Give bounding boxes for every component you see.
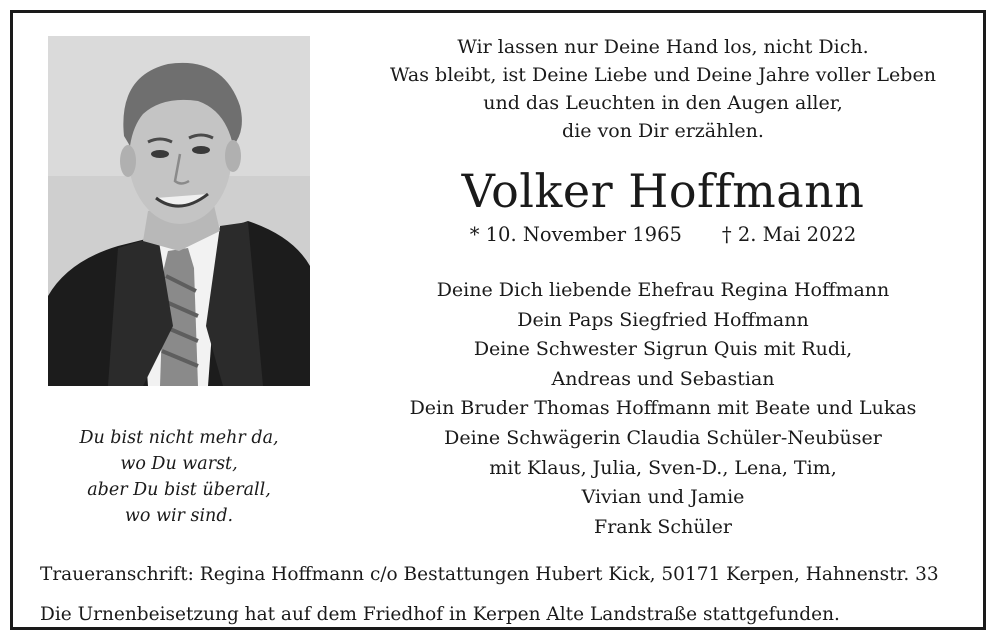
family-line: mit Klaus, Julia, Sven-D., Lena, Tim, — [489, 456, 837, 479]
life-dates — [333, 221, 993, 249]
birth-date: * 10. November 1965 — [469, 223, 682, 246]
family-line: Frank Schüler — [594, 515, 732, 538]
left-poem-line: wo wir sind. — [124, 506, 234, 526]
family-line: Dein Paps Siegfried Hoffmann — [517, 308, 809, 331]
mourning-address: Traueranschrift: Regina Hoffmann c/o Bestattungen Hubert Kick, 50171 Kerpen, Hahnenstr. 33 — [40, 564, 939, 585]
verse-line: Wir lassen nur Deine Hand los, nicht Dich. — [457, 36, 869, 58]
verse-line: Was bleibt, ist Deine Liebe und Deine Jahre voller Leben — [390, 64, 936, 86]
left-poem — [38, 425, 320, 529]
verse-line: und das Leuchten in den Augen aller, — [483, 92, 843, 114]
family-list — [333, 276, 993, 542]
family-line: Dein Bruder Thomas Hoffmann mit Beate und Lukas — [409, 397, 917, 420]
left-poem-line: Du bist nicht mehr da, — [79, 428, 279, 448]
verse-line: die von Dir erzählen. — [562, 120, 764, 142]
verse — [333, 33, 993, 145]
portrait-photo-icon — [48, 36, 310, 386]
deceased-name: Volker Hoffmann — [461, 164, 865, 218]
family-line: Vivian und Jamie — [581, 486, 745, 509]
family-line: Deine Dich liebende Ehefrau Regina Hoffmann — [436, 279, 890, 301]
left-poem-line: aber Du bist überall, — [87, 480, 271, 500]
family-line: Deine Schwägerin Claudia Schüler-Neubüser — [444, 426, 882, 449]
left-poem-line: wo Du warst, — [120, 454, 238, 474]
death-date: † 2. Mai 2022 — [721, 223, 857, 246]
urn-notice: Die Urnenbeisetzung hat auf dem Friedhof in Kerpen Alte Landstraße stattgefunden. — [40, 604, 840, 625]
family-line: Deine Schwester Sigrun Quis mit Rudi, — [473, 338, 853, 361]
obituary-frame — [10, 10, 986, 630]
family-line: Andreas und Sebastian — [551, 367, 775, 390]
